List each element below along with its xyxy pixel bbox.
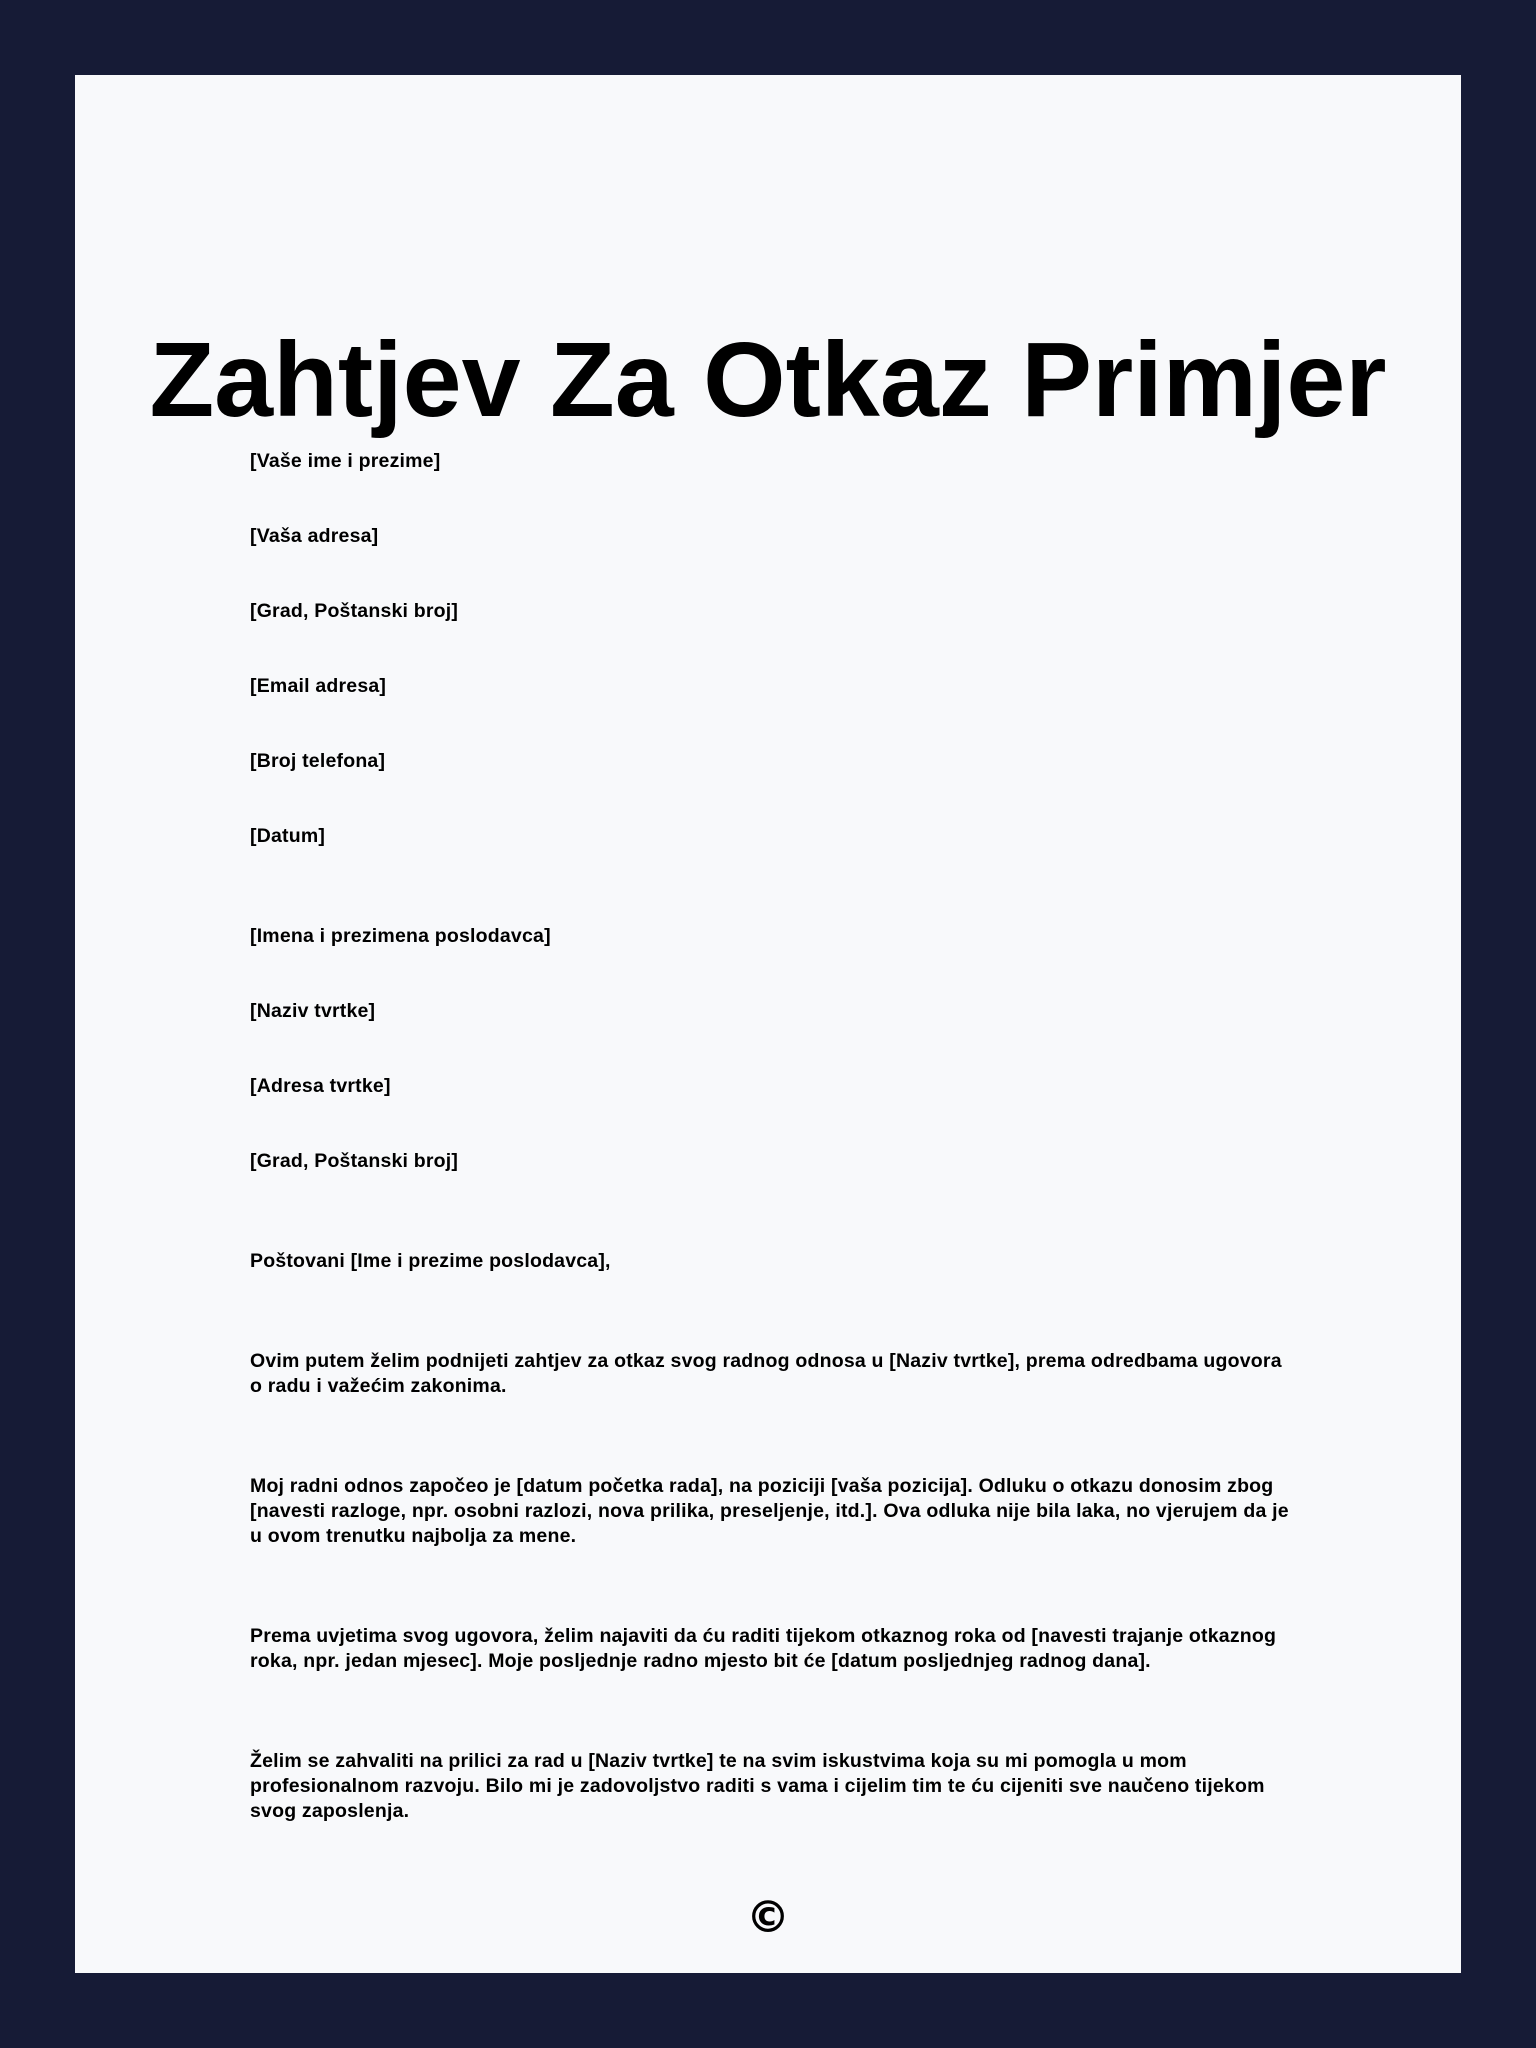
copyright-icon: © — [746, 1892, 790, 1943]
sender-name: [Vaše ime i prezime] — [250, 450, 441, 472]
sender-phone: [Broj telefona] — [250, 750, 386, 772]
letter-date: [Datum] — [250, 825, 326, 847]
recipient-company: [Naziv tvrtke] — [250, 1000, 376, 1022]
document-page — [75, 75, 1461, 1973]
sender-address: [Vaša adresa] — [250, 525, 379, 547]
salutation: Poštovani [Ime i prezime poslodavca], — [250, 1250, 611, 1272]
paragraph-reason: Moj radni odnos započeo je [datum početka rada], na poziciji [vaša pozicija]. Odluku o otkazu donosim zbog [navesti razloge, npr. osobni razlozi, nova prilika, preseljenje, itd.]. Ova odluka nije bila laka, no vjerujem da je u ovom trenutku najbolja za mene. — [250, 1475, 1289, 1547]
paragraph-thanks: Želim se zahvaliti na prilici za rad u [Naziv tvrtke] te na svim iskustvima koja su mi pomogla u mom profesionalnom razvoju. Bilo mi je zadovoljstvo raditi s vama i cijelim tim te ću cijeniti sve naučeno tijekom svog zaposlenja. — [250, 1750, 1265, 1822]
document-title: Zahtjev Za Otkaz Primjer — [149, 321, 1387, 439]
recipient-city-zip: [Grad, Poštanski broj] — [250, 1150, 459, 1172]
recipient-company-address: [Adresa tvrtke] — [250, 1075, 391, 1097]
sender-city-zip: [Grad, Poštanski broj] — [250, 600, 459, 622]
paragraph-notice-period: Prema uvjetima svog ugovora, želim najaviti da ću raditi tijekom otkaznog roka od [navesti trajanje otkaznog roka, npr. jedan mjesec]. Moje posljednje radno mjesto bit će [datum posljednjeg radnog dana]. — [250, 1625, 1277, 1672]
paragraph-intro: Ovim putem želim podnijeti zahtjev za otkaz svog radnog odnosa u [Naziv tvrtke], prema odredbama ugovora o radu i važećim zakonima. — [250, 1350, 1282, 1397]
recipient-name: [Imena i prezimena poslodavca] — [250, 925, 551, 947]
sender-email: [Email adresa] — [250, 675, 387, 697]
